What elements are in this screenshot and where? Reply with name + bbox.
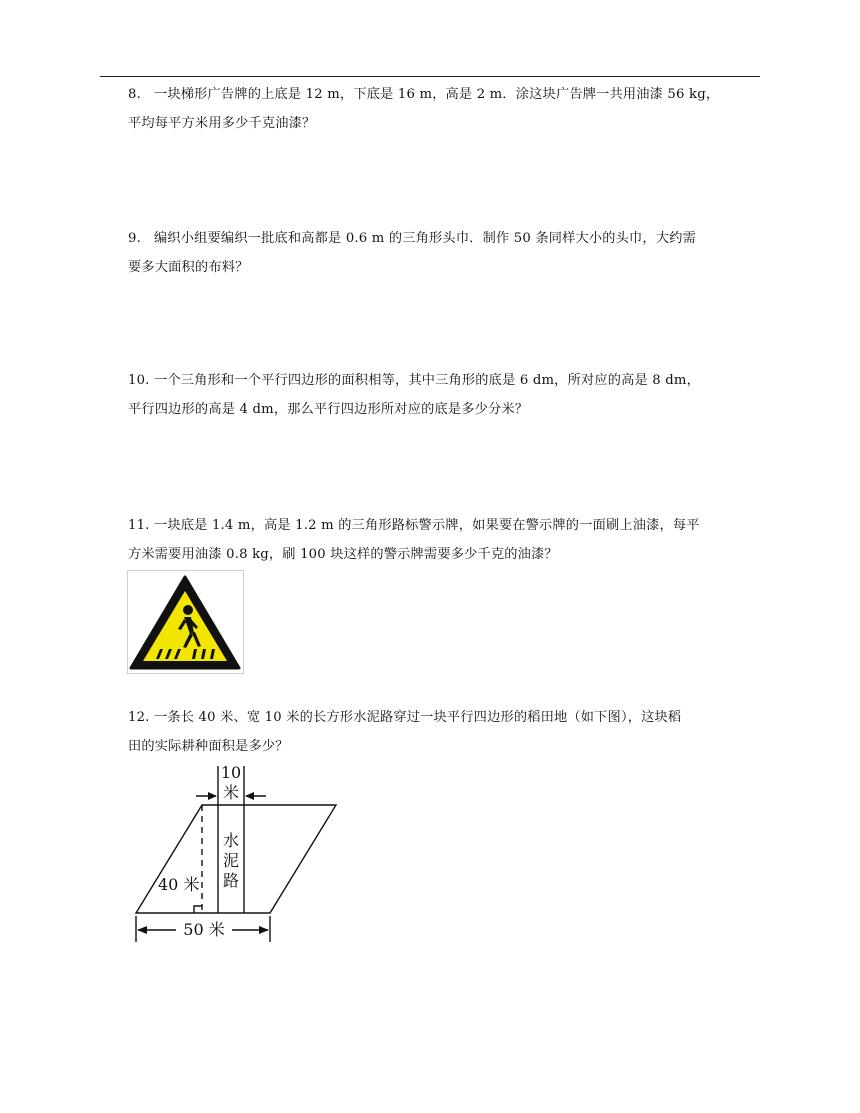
problem-9: [128, 224, 768, 282]
problem-number: 11.: [128, 518, 150, 533]
problem-8-line-1: 8. 一块梯形广告牌的上底是 12 m，下底是 16 m，高是 2 m．涂这块广告牌一共用油漆 56 kg，: [128, 80, 768, 109]
problem-8: [128, 80, 768, 138]
road-label-char-3: 路: [222, 871, 240, 890]
pedestrian-crossing-warning-sign-icon: [127, 570, 244, 674]
road-width-number: 10: [220, 763, 242, 782]
diagram-svg: [122, 758, 352, 950]
road-label-char-2: 泥: [222, 851, 240, 870]
height-label: 40 米: [158, 875, 200, 894]
problem-9-line-1: 9. 编织小组要编织一批底和高都是 0.6 m 的三角形头巾．制作 50 条同样大小的头巾，大约需: [128, 224, 768, 253]
problem-12-line-1: 12. 一条长 40 米、宽 10 米的长方形水泥路穿过一块平行四边形的稻田地（如下图），这块稻: [128, 703, 768, 732]
problem-11-line-1: 11. 一块底是 1.4 m，高是 1.2 m 的三角形路标警示牌，如果要在警示牌的一面刷上油漆，每平: [128, 511, 768, 540]
problem-8-line-2: 平均每平方米用多少千克油漆？: [128, 116, 316, 131]
warning-sign-graphic: [128, 571, 243, 673]
problem-11: [128, 511, 768, 569]
problem-12: [128, 703, 768, 761]
problem-9-line-2: 要多大面积的布料？: [128, 260, 249, 275]
problem-10-line-2: 平行四边形的高是 4 dm，那么平行四边形所对应的底是多少分米？: [128, 402, 529, 417]
road-width-unit: 米: [222, 783, 240, 802]
problem-number: 12.: [128, 710, 150, 725]
right-angle-mark: [194, 906, 202, 913]
problem-12-line-2: 田的实际耕种面积是多少？: [128, 739, 289, 754]
problem-11-line-2: 方米需要用油漆 0.8 kg，刷 100 块这样的警示牌需要多少千克的油漆？: [128, 547, 558, 562]
problem-number: 8.: [128, 87, 141, 102]
pedestrian-head: [183, 605, 193, 615]
base-label: 50 米: [183, 920, 225, 939]
parallelogram-field-diagram: [122, 758, 352, 950]
problem-number: 10.: [128, 373, 150, 388]
header-rule: [100, 76, 760, 77]
problem-10-line-1: 10. 一个三角形和一个平行四边形的面积相等，其中三角形的底是 6 dm，所对应的高是 8 dm，: [128, 366, 768, 395]
problem-10: [128, 366, 768, 424]
problem-number: 9.: [128, 231, 141, 246]
road-label-char-1: 水: [222, 831, 240, 850]
